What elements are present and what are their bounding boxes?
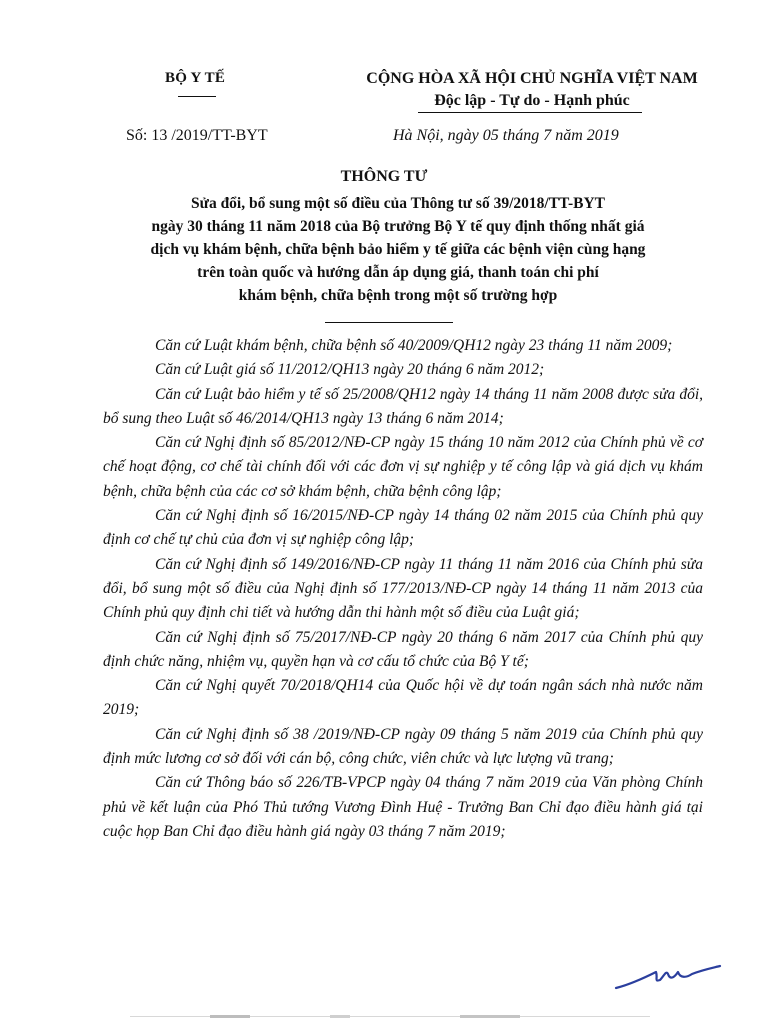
- legal-basis-paragraph: Căn cứ Nghị quyết 70/2018/QH14 của Quốc hội về dự toán ngân sách nhà nước năm 2019;: [103, 677, 703, 719]
- initial-signature-mark: [612, 958, 724, 994]
- document-type: THÔNG TƯ: [340, 168, 428, 185]
- title-divider: [325, 322, 453, 323]
- document-number: Số: 13 /2019/TT-BYT: [126, 127, 268, 144]
- ministry-underline: [178, 96, 216, 97]
- national-heading: [352, 68, 712, 112]
- legal-basis-paragraph: Căn cứ Luật khám bệnh, chữa bệnh số 40/2009/QH12 ngày 23 tháng 11 năm 2009;: [155, 337, 673, 354]
- motto-underline: [418, 112, 642, 113]
- subject-line: trên toàn quốc và hướng dẫn áp dụng giá, thanh toán chi phí: [197, 264, 599, 281]
- legal-basis-paragraph: Căn cứ Nghị định số 149/2016/NĐ-CP ngày 11 tháng 11 năm 2016 của Chính phủ sửa đổi, bổ sung một số điều của Nghị định số 177/2013/NĐ-CP ngày 14 tháng 11 năm 2013 của Chính phủ quy định chi tiết và hướng dẫn thi hành một số điều của Luật giá;: [103, 555, 703, 622]
- legal-basis-paragraph: Căn cứ Luật giá số 11/2012/QH13 ngày 20 tháng 6 năm 2012;: [155, 361, 545, 379]
- subject-line: khám bệnh, chữa bệnh trong một số trường hợp: [238, 287, 558, 304]
- national-name: CỘNG HÒA XÃ HỘI CHỦ NGHĨA VIỆT NAM: [366, 70, 698, 87]
- subject-line: dịch vụ khám bệnh, chữa bệnh bảo hiểm y tế giữa các bệnh viện cùng hạng: [150, 241, 646, 258]
- legal-basis-paragraph: Căn cứ Nghị định số 85/2012/NĐ-CP ngày 15 tháng 10 năm 2012 của Chính phủ về cơ chế hoạt động, cơ chế tài chính đối với các đơn vị sự nghiệp y tế công lập và giá dịch vụ khám bệnh, chữa bệnh của các cơ sở khám bệnh, chữa bệnh công lập;: [103, 434, 703, 500]
- issuing-ministry: BỘ Y TẾ: [165, 70, 226, 86]
- legal-basis-paragraph: Căn cứ Luật bảo hiểm y tế số 25/2008/QH12 ngày 14 tháng 11 năm 2008 được sửa đổi, bổ sung theo Luật số 46/2014/QH13 ngày 13 tháng 6 năm 2014;: [103, 385, 703, 427]
- legal-basis-paragraph: Căn cứ Thông báo số 226/TB-VPCP ngày 04 tháng 7 năm 2019 của Văn phòng Chính phủ về kết luận của Phó Thủ tướng Vương Đình Huệ - Trưởng Ban Chỉ đạo điều hành giá tại cuộc họp Ban Chỉ đạo điều hành giá ngày 03 tháng 7 năm 2019;: [103, 774, 703, 840]
- legal-basis-paragraph: Căn cứ Nghị định số 38 /2019/NĐ-CP ngày 09 tháng 5 năm 2019 của Chính phủ quy định mức lương cơ sở đối với cán bộ, công chức, viên chức và lực lượng vũ trang;: [103, 725, 703, 768]
- binding-edge-marks: [130, 1014, 650, 1020]
- subject-line: Sửa đổi, bổ sung một số điều của Thông tư số 39/2018/TT-BYT: [191, 195, 605, 212]
- legal-basis-paragraph: Căn cứ Nghị định số 75/2017/NĐ-CP ngày 20 tháng 6 năm 2017 của Chính phủ quy định chức năng, nhiệm vụ, quyền hạn và cơ cấu tổ chức của Bộ Y tế;: [103, 628, 703, 670]
- place-and-date: Hà Nội, ngày 05 tháng 7 năm 2019: [393, 127, 619, 144]
- preamble: [103, 334, 703, 844]
- document-subject: [98, 192, 698, 307]
- subject-line: ngày 30 tháng 11 năm 2018 của Bộ trưởng Bộ Y tế quy định thống nhất giá: [151, 218, 645, 235]
- national-motto: Độc lập - Tự do - Hạnh phúc: [434, 92, 630, 109]
- legal-basis-paragraph: Căn cứ Nghị định số 16/2015/NĐ-CP ngày 14 tháng 02 năm 2015 của Chính phủ quy định cơ chế tự chủ của đơn vị sự nghiệp công lập;: [103, 507, 703, 549]
